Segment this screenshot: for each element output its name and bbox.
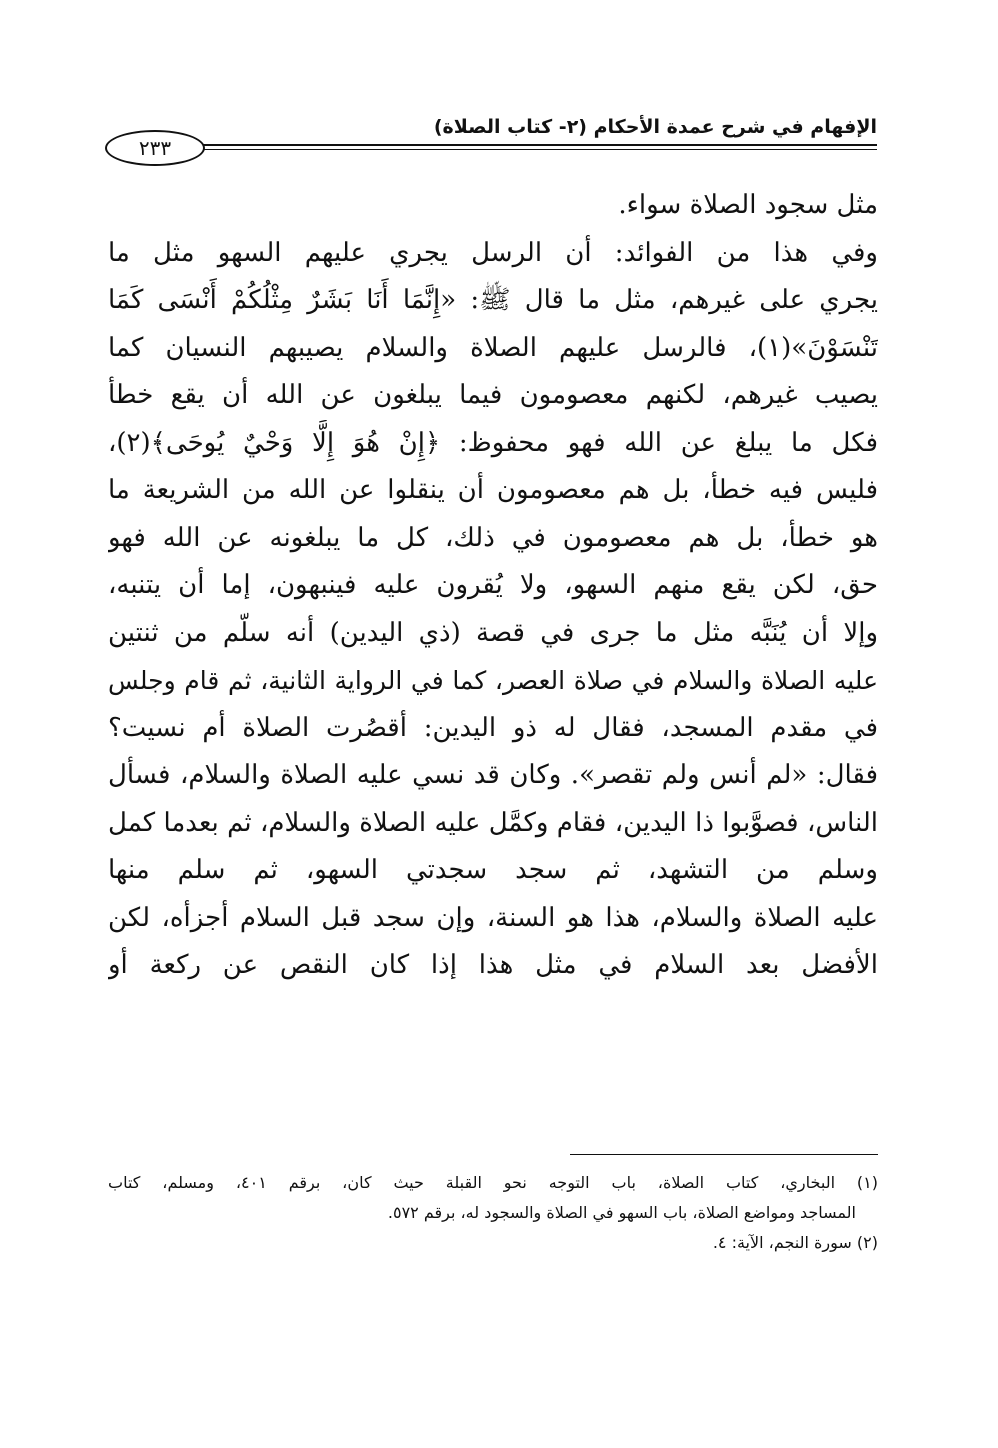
- body-text: [108, 182, 878, 990]
- page-header: [105, 108, 877, 168]
- text-line: وسلم من التشهد، ثم سجد سجدتي السهو، ثم سلم منها: [108, 855, 878, 885]
- text-line: فكل ما يبلغ عن الله فهو محفوظ: ﴿إِنْ هُوَ إِلَّا وَحْيٌ يُوحَى﴾(٢)،: [108, 427, 878, 458]
- footnote-separator: [570, 1154, 878, 1155]
- text-line: هو خطأ، بل هم معصومون في ذلك، كل ما يبلغونه عن الله فهو: [108, 522, 878, 553]
- text-line: وإلا أن يُنَبَّه مثل ما جرى في قصة (ذي اليدين) أنه سلّم من ثنتين: [108, 617, 878, 648]
- text-line: تَنْسَوْنَ»(١)، فالرسل عليهم الصلاة والسلام يصيبهم النسيان كما: [108, 332, 878, 363]
- text-line: مثل سجود الصلاة سواء.: [618, 190, 878, 220]
- text-line: عليه الصلاة والسلام في صلاة العصر، كما في الرواية الثانية، ثم قام وجلس: [108, 666, 878, 695]
- footnote-1-continuation: المساجد ومواضع الصلاة، باب السهو في الصلاة والسجود له، برقم ٥٧٢.: [387, 1203, 856, 1222]
- text-line: في مقدم المسجد، فقال له ذو اليدين: أقصُرت الصلاة أم نسيت؟: [108, 712, 878, 743]
- header-rule: [203, 144, 877, 146]
- text-line: وفي هذا من الفوائد: أن الرسل يجري عليهم السهو مثل ما: [108, 237, 878, 268]
- footnote-2: (٢) سورة النجم، الآية: ٤.: [712, 1233, 878, 1252]
- text-line: عليه الصلاة والسلام، هذا هو السنة، وإن سجد قبل السلام أجزأه، لكن: [108, 902, 878, 933]
- text-line: الناس، فصوَّبوا ذا اليدين، فقام وكمَّل عليه الصلاة والسلام، ثم بعدما كمل: [108, 807, 878, 838]
- text-line: يصيب غيرهم، لكنهم معصومون فيما يبلغون عن الله أن يقع خطأ: [108, 380, 878, 410]
- text-line: فقال: «لم أنس ولم تقصر». وكان قد نسي عليه الصلاة والسلام، فسأل: [108, 760, 878, 790]
- text-line: الأفضل بعد السلام في مثل هذا إذا كان النقص عن ركعة أو: [108, 950, 878, 980]
- text-line: يجري على غيرهم، مثل ما قال ﷺ: «إِنَّمَا أَنَا بَشَرٌ مِثْلُكُمْ أَنْسَى كَمَا: [108, 285, 878, 315]
- footnote-1: (١) البخاري، كتاب الصلاة، باب التوجه نحو القبلة حيث كان، برقم ٤٠١، ومسلم، كتاب: [108, 1173, 878, 1192]
- header-rule-thin: [203, 149, 877, 150]
- footnotes: [108, 1168, 878, 1258]
- text-line: فليس فيه خطأ، بل هم معصومون أن ينقلوا عن الله من الشريعة ما: [108, 475, 878, 505]
- page-number: ٢٣٣: [105, 130, 205, 166]
- running-header-title: الإفهام في شرح عمدة الأحكام (٢- كتاب الصلاة): [433, 116, 877, 138]
- text-line: حق، لكن يقع منهم السهو، ولا يُقرون عليه فينبهون، إما أن يتنبه،: [108, 570, 878, 600]
